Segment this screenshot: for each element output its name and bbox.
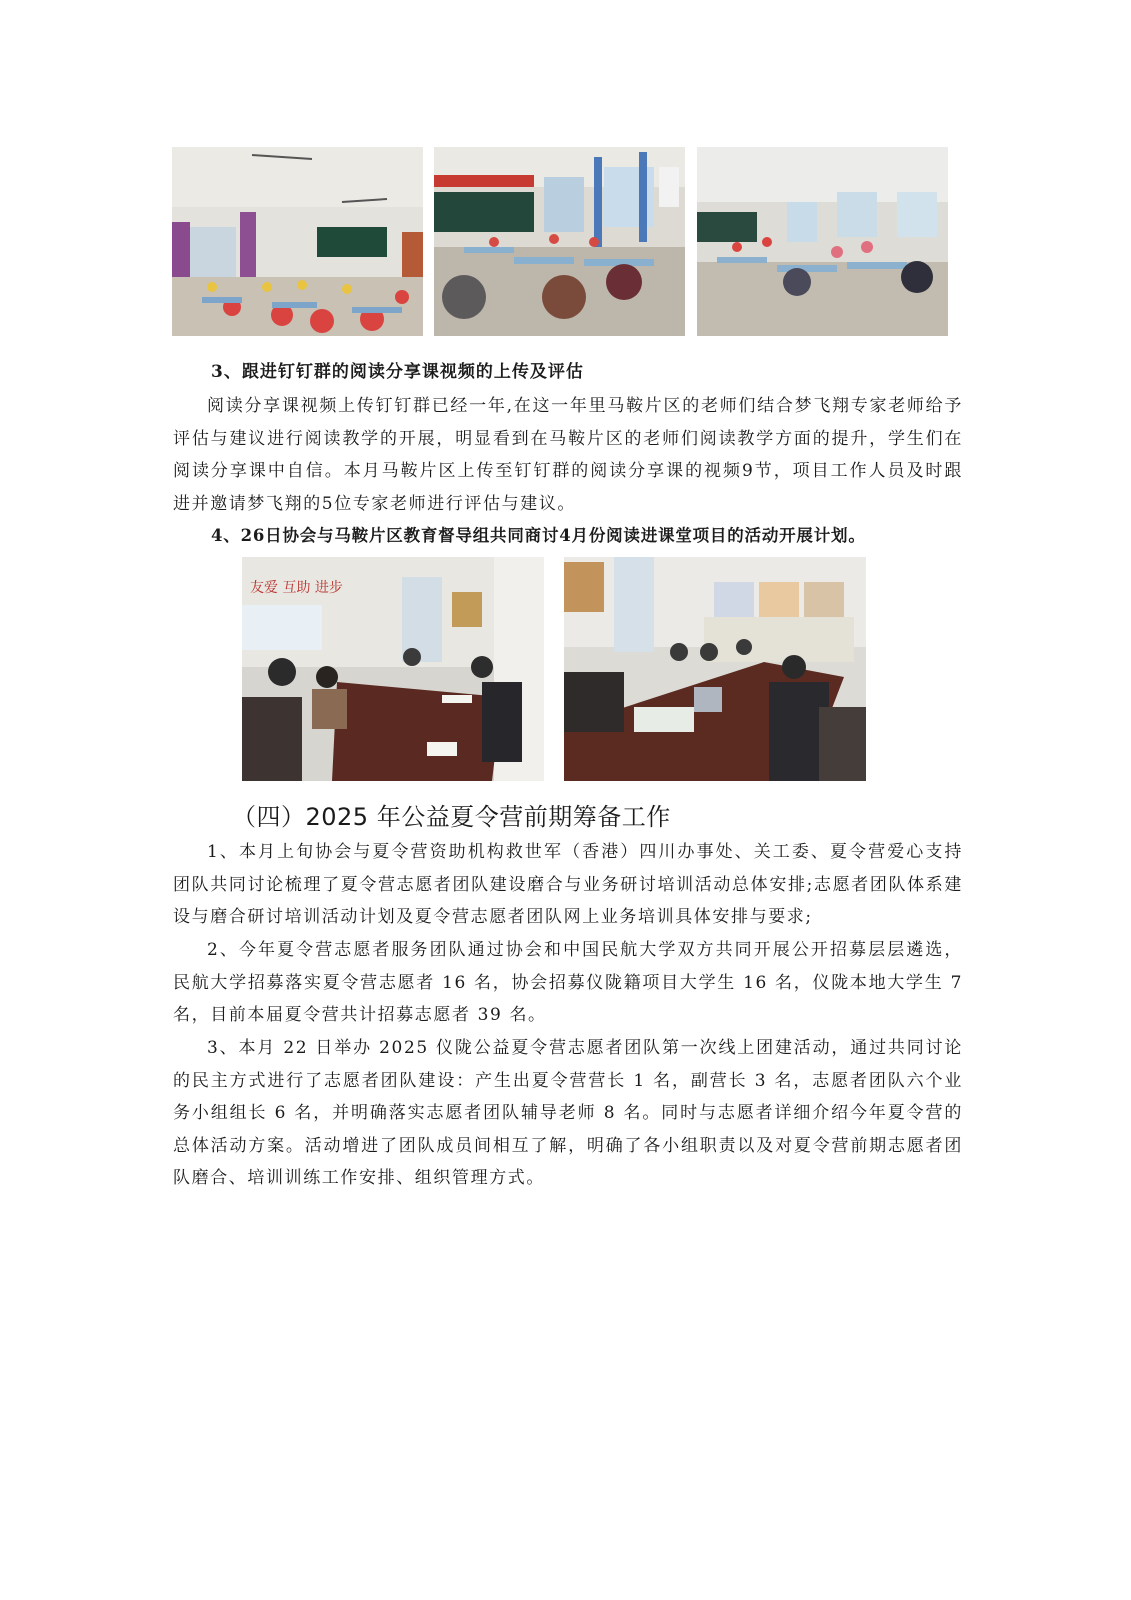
meeting-photo-1 <box>242 557 544 781</box>
classroom-photo-1 <box>172 147 423 336</box>
wall-slogan: 友爱 互助 进步 <box>250 580 343 596</box>
section4-paragraph-1: 1、本月上旬协会与夏令营资助机构救世军（香港）四川办事处、关工委、夏令营爱心支持团队共同讨论梳理了夏令营志愿者团队建设磨合与业务研讨培训活动总体安排;志愿者团队体系建设与磨合研讨培训活动计划及夏令营志愿者团队网上业务培训具体安排与要求; <box>173 842 963 927</box>
section4-paragraph-3: 3、本月 22 日举办 2025 仪陇公益夏令营志愿者团队第一次线上团建活动，通过共同讨论的民主方式进行了志愿者团队建设：产生出夏令营营长 1 名，副营长 3 名，志愿者团队六个业务小组组长 6 名，并明确落实志愿者团队辅导老师 8 名。同时与志愿者详细介绍今年夏令营的总体活动方案。活动增进了团队成员间相互了解，明确了各小组职责以及对夏令营前期志愿者团队磨合、培训训练工作安排、组织管理方式。 <box>173 1038 963 1188</box>
item3-heading: 3、跟进钉钉群的阅读分享课视频的上传及评估 <box>211 362 584 382</box>
section4-paragraph-2: 2、今年夏令营志愿者服务团队通过协会和中国民航大学双方共同开展公开招募层层遴选，民航大学招募落实夏令营志愿者 16 名，协会招募仪陇籍项目大学生 16 名，仪陇本地大学生 7 名，目前本届夏令营共计招募志愿者 39 名。 <box>173 940 963 1025</box>
item4-heading: 4、26日协会与马鞍片区教育督导组共同商讨4月份阅读进课堂项目的活动开展计划。 <box>211 526 866 545</box>
classroom-photo-3 <box>697 147 948 336</box>
section4-title: （四）2025 年公益夏令营前期筹备工作 <box>232 803 671 831</box>
item3-body: 阅读分享课视频上传钉钉群已经一年,在这一年里马鞍片区的老师们结合梦飞翔专家老师给予评估与建议进行阅读教学的开展，明显看到在马鞍片区的老师们阅读教学方面的提升，学生们在阅读分享课中自信。本月马鞍片区上传至钉钉群的阅读分享课的视频9节，项目工作人员及时跟进并邀请梦飞翔的5位专家老师进行评估与建议。 <box>173 396 963 514</box>
classroom-photo-2 <box>434 147 685 336</box>
meeting-photo-2 <box>564 557 866 781</box>
